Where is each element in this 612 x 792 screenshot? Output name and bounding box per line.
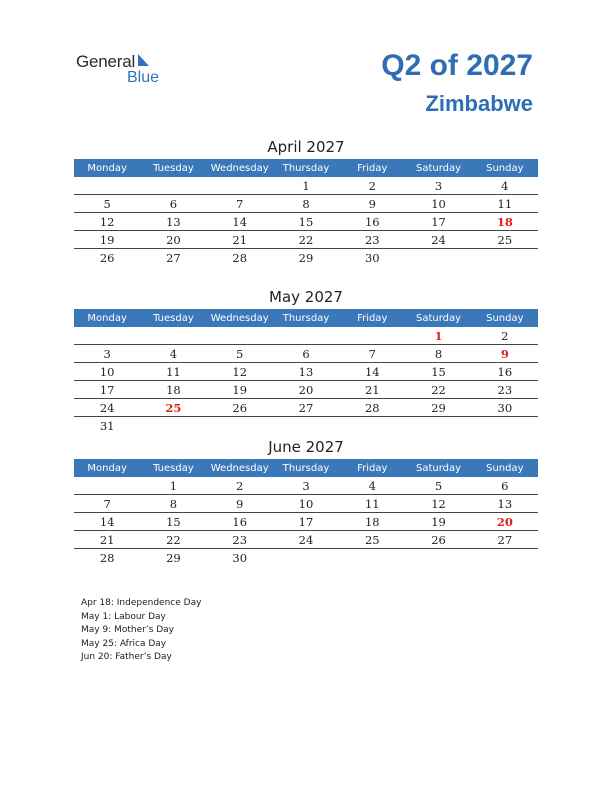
day-cell: 17 — [273, 513, 339, 531]
day-cell: 14 — [207, 213, 273, 231]
weekday-header-row — [74, 309, 538, 327]
weekday-header: Monday — [74, 159, 140, 177]
day-cell: 30 — [232, 550, 248, 565]
day-cell: 22 — [140, 531, 206, 549]
day-cell: 21 — [74, 531, 140, 549]
day-cell: 24 — [74, 399, 140, 417]
holiday-note: Jun 20: Father’s Day — [81, 652, 172, 663]
day-cell: 4 — [339, 477, 405, 495]
day-cell: 3 — [74, 345, 140, 363]
day-cell: 3 — [405, 177, 471, 195]
day-cell: 27 — [273, 399, 339, 417]
day-cell: 1 — [273, 177, 339, 195]
holiday-note: May 9: Mother’s Day — [81, 625, 175, 636]
logo-triangle-icon — [136, 53, 150, 67]
day-cell: 20 — [140, 231, 206, 249]
weekday-header: Thursday — [273, 309, 339, 327]
week-row — [74, 513, 538, 531]
month-title: April 2027 — [267, 138, 345, 156]
day-cell: 31 — [99, 418, 115, 433]
day-cell: 2 — [472, 327, 538, 345]
holiday-note: May 1: Labour Day — [81, 611, 166, 622]
day-cell: 14 — [339, 363, 405, 381]
day-cell: 13 — [472, 495, 538, 513]
day-cell: 2 — [339, 177, 405, 195]
month-title: June 2027 — [268, 438, 344, 456]
day-cell: 23 — [472, 381, 538, 399]
day-cell: 10 — [273, 495, 339, 513]
day-cell: 10 — [405, 195, 471, 213]
logo-general-text: General — [76, 52, 136, 71]
day-cell: 6 — [472, 477, 538, 495]
day-cell: 9 — [207, 495, 273, 513]
week-row — [74, 249, 538, 267]
day-cell: 26 — [405, 531, 471, 549]
weekday-header-row — [74, 459, 538, 477]
weekday-header: Friday — [339, 309, 405, 327]
day-cell: 3 — [273, 477, 339, 495]
day-cell: 4 — [140, 345, 206, 363]
day-cell — [405, 249, 471, 267]
day-cell: 17 — [405, 213, 471, 231]
week-row — [74, 363, 538, 381]
day-cell: 23 — [339, 231, 405, 249]
day-cell: 1 — [140, 477, 206, 495]
weekday-header: Monday — [74, 459, 140, 477]
day-cell: 5 — [405, 477, 471, 495]
month-title: May 2027 — [269, 288, 343, 306]
week-row — [74, 177, 538, 195]
weekday-header: Thursday — [273, 159, 339, 177]
week-row — [74, 381, 538, 399]
day-cell: 2 — [207, 477, 273, 495]
weekday-header: Tuesday — [140, 159, 206, 177]
day-cell — [339, 549, 405, 567]
logo-blue-text: Blue — [127, 69, 160, 86]
day-cell — [273, 549, 339, 567]
day-cell: 26 — [99, 250, 115, 265]
day-cell: 19 — [74, 231, 140, 249]
calendar-table — [74, 459, 538, 566]
day-cell: 11 — [140, 363, 206, 381]
day-cell — [140, 417, 206, 435]
day-cell: 9 — [472, 345, 538, 363]
day-cell: 9 — [339, 195, 405, 213]
day-cell: 27 — [166, 250, 181, 265]
day-cell: 7 — [74, 495, 140, 513]
day-cell: 17 — [74, 381, 140, 399]
day-cell: 28 — [99, 550, 115, 565]
day-cell — [405, 549, 471, 567]
day-cell: 22 — [273, 231, 339, 249]
week-row — [74, 495, 538, 513]
day-cell: 13 — [140, 213, 206, 231]
day-cell — [140, 327, 206, 345]
month-april — [74, 137, 538, 266]
day-cell: 23 — [207, 531, 273, 549]
weekday-header: Saturday — [405, 459, 471, 477]
month-may — [74, 287, 538, 434]
page-subtitle: Zimbabwe — [425, 91, 533, 116]
day-cell — [273, 327, 339, 345]
day-cell: 16 — [472, 363, 538, 381]
week-row — [74, 345, 538, 363]
day-cell: 6 — [140, 195, 206, 213]
day-cell: 8 — [140, 495, 206, 513]
day-cell: 16 — [339, 213, 405, 231]
day-cell — [405, 417, 471, 435]
month-june — [74, 437, 538, 566]
holiday-note: Apr 18: Independence Day — [81, 598, 202, 608]
day-cell: 12 — [405, 495, 471, 513]
weekday-header: Monday — [74, 309, 140, 327]
day-cell: 10 — [74, 363, 140, 381]
day-cell: 15 — [273, 213, 339, 231]
week-row — [74, 417, 538, 435]
holiday-note: May 25: Africa Day — [81, 638, 167, 649]
day-cell: 19 — [207, 381, 273, 399]
day-cell: 7 — [207, 195, 273, 213]
calendar-table — [74, 159, 538, 266]
day-cell: 19 — [405, 513, 471, 531]
weekday-header-row — [74, 159, 538, 177]
day-cell: 25 — [140, 399, 206, 417]
day-cell: 1 — [405, 327, 471, 345]
day-cell — [207, 327, 273, 345]
day-cell: 21 — [207, 231, 273, 249]
weekday-header: Tuesday — [140, 459, 206, 477]
day-cell: 29 — [405, 399, 471, 417]
weekday-header: Wednesday — [207, 459, 273, 477]
day-cell: 21 — [339, 381, 405, 399]
day-cell: 11 — [472, 195, 538, 213]
week-row — [74, 531, 538, 549]
week-row — [74, 195, 538, 213]
day-cell — [273, 417, 339, 435]
day-cell: 29 — [298, 250, 314, 265]
weekday-header: Friday — [339, 159, 405, 177]
day-cell: 22 — [405, 381, 471, 399]
day-cell: 15 — [140, 513, 206, 531]
day-cell — [74, 477, 140, 495]
week-row — [74, 213, 538, 231]
day-cell: 6 — [273, 345, 339, 363]
day-cell: 12 — [207, 363, 273, 381]
day-cell — [472, 417, 538, 435]
week-row — [74, 231, 538, 249]
day-cell: 20 — [273, 381, 339, 399]
day-cell: 16 — [207, 513, 273, 531]
weekday-header: Wednesday — [207, 159, 273, 177]
day-cell: 8 — [273, 195, 339, 213]
day-cell: 13 — [273, 363, 339, 381]
page-title: Q2 of 2027 — [381, 49, 533, 82]
day-cell — [207, 417, 273, 435]
day-cell: 27 — [472, 531, 538, 549]
day-cell: 28 — [232, 250, 248, 265]
weekday-header: Tuesday — [140, 309, 206, 327]
day-cell: 26 — [207, 399, 273, 417]
day-cell: 18 — [339, 513, 405, 531]
holiday-notes — [81, 597, 201, 665]
day-cell: 18 — [472, 213, 538, 231]
week-row — [74, 327, 538, 345]
day-cell: 4 — [472, 177, 538, 195]
week-row — [74, 549, 538, 567]
day-cell: 7 — [339, 345, 405, 363]
day-cell — [140, 177, 206, 195]
day-cell: 12 — [74, 213, 140, 231]
weekday-header: Saturday — [405, 309, 471, 327]
week-row — [74, 399, 538, 417]
day-cell — [472, 549, 538, 567]
day-cell: 25 — [339, 531, 405, 549]
weekday-header: Saturday — [405, 159, 471, 177]
day-cell: 24 — [273, 531, 339, 549]
day-cell: 20 — [472, 513, 538, 531]
weekday-header: Sunday — [472, 159, 538, 177]
day-cell: 30 — [472, 399, 538, 417]
day-cell: 18 — [140, 381, 206, 399]
calendar-table — [74, 309, 538, 434]
day-cell: 25 — [472, 231, 538, 249]
week-row — [74, 477, 538, 495]
day-cell: 30 — [364, 250, 380, 265]
day-cell — [74, 327, 140, 345]
day-cell: 11 — [339, 495, 405, 513]
day-cell — [74, 177, 140, 195]
day-cell: 8 — [405, 345, 471, 363]
day-cell: 29 — [166, 550, 181, 565]
day-cell: 15 — [405, 363, 471, 381]
day-cell — [472, 249, 538, 267]
day-cell: 14 — [74, 513, 140, 531]
brand-logo — [76, 52, 176, 92]
weekday-header: Wednesday — [207, 309, 273, 327]
weekday-header: Friday — [339, 459, 405, 477]
weekday-header: Thursday — [273, 459, 339, 477]
day-cell — [339, 417, 405, 435]
day-cell: 24 — [405, 231, 471, 249]
day-cell: 5 — [207, 345, 273, 363]
day-cell: 28 — [339, 399, 405, 417]
day-cell: 5 — [74, 195, 140, 213]
day-cell — [207, 177, 273, 195]
weekday-header: Sunday — [472, 309, 538, 327]
weekday-header: Sunday — [472, 459, 538, 477]
day-cell — [339, 327, 405, 345]
